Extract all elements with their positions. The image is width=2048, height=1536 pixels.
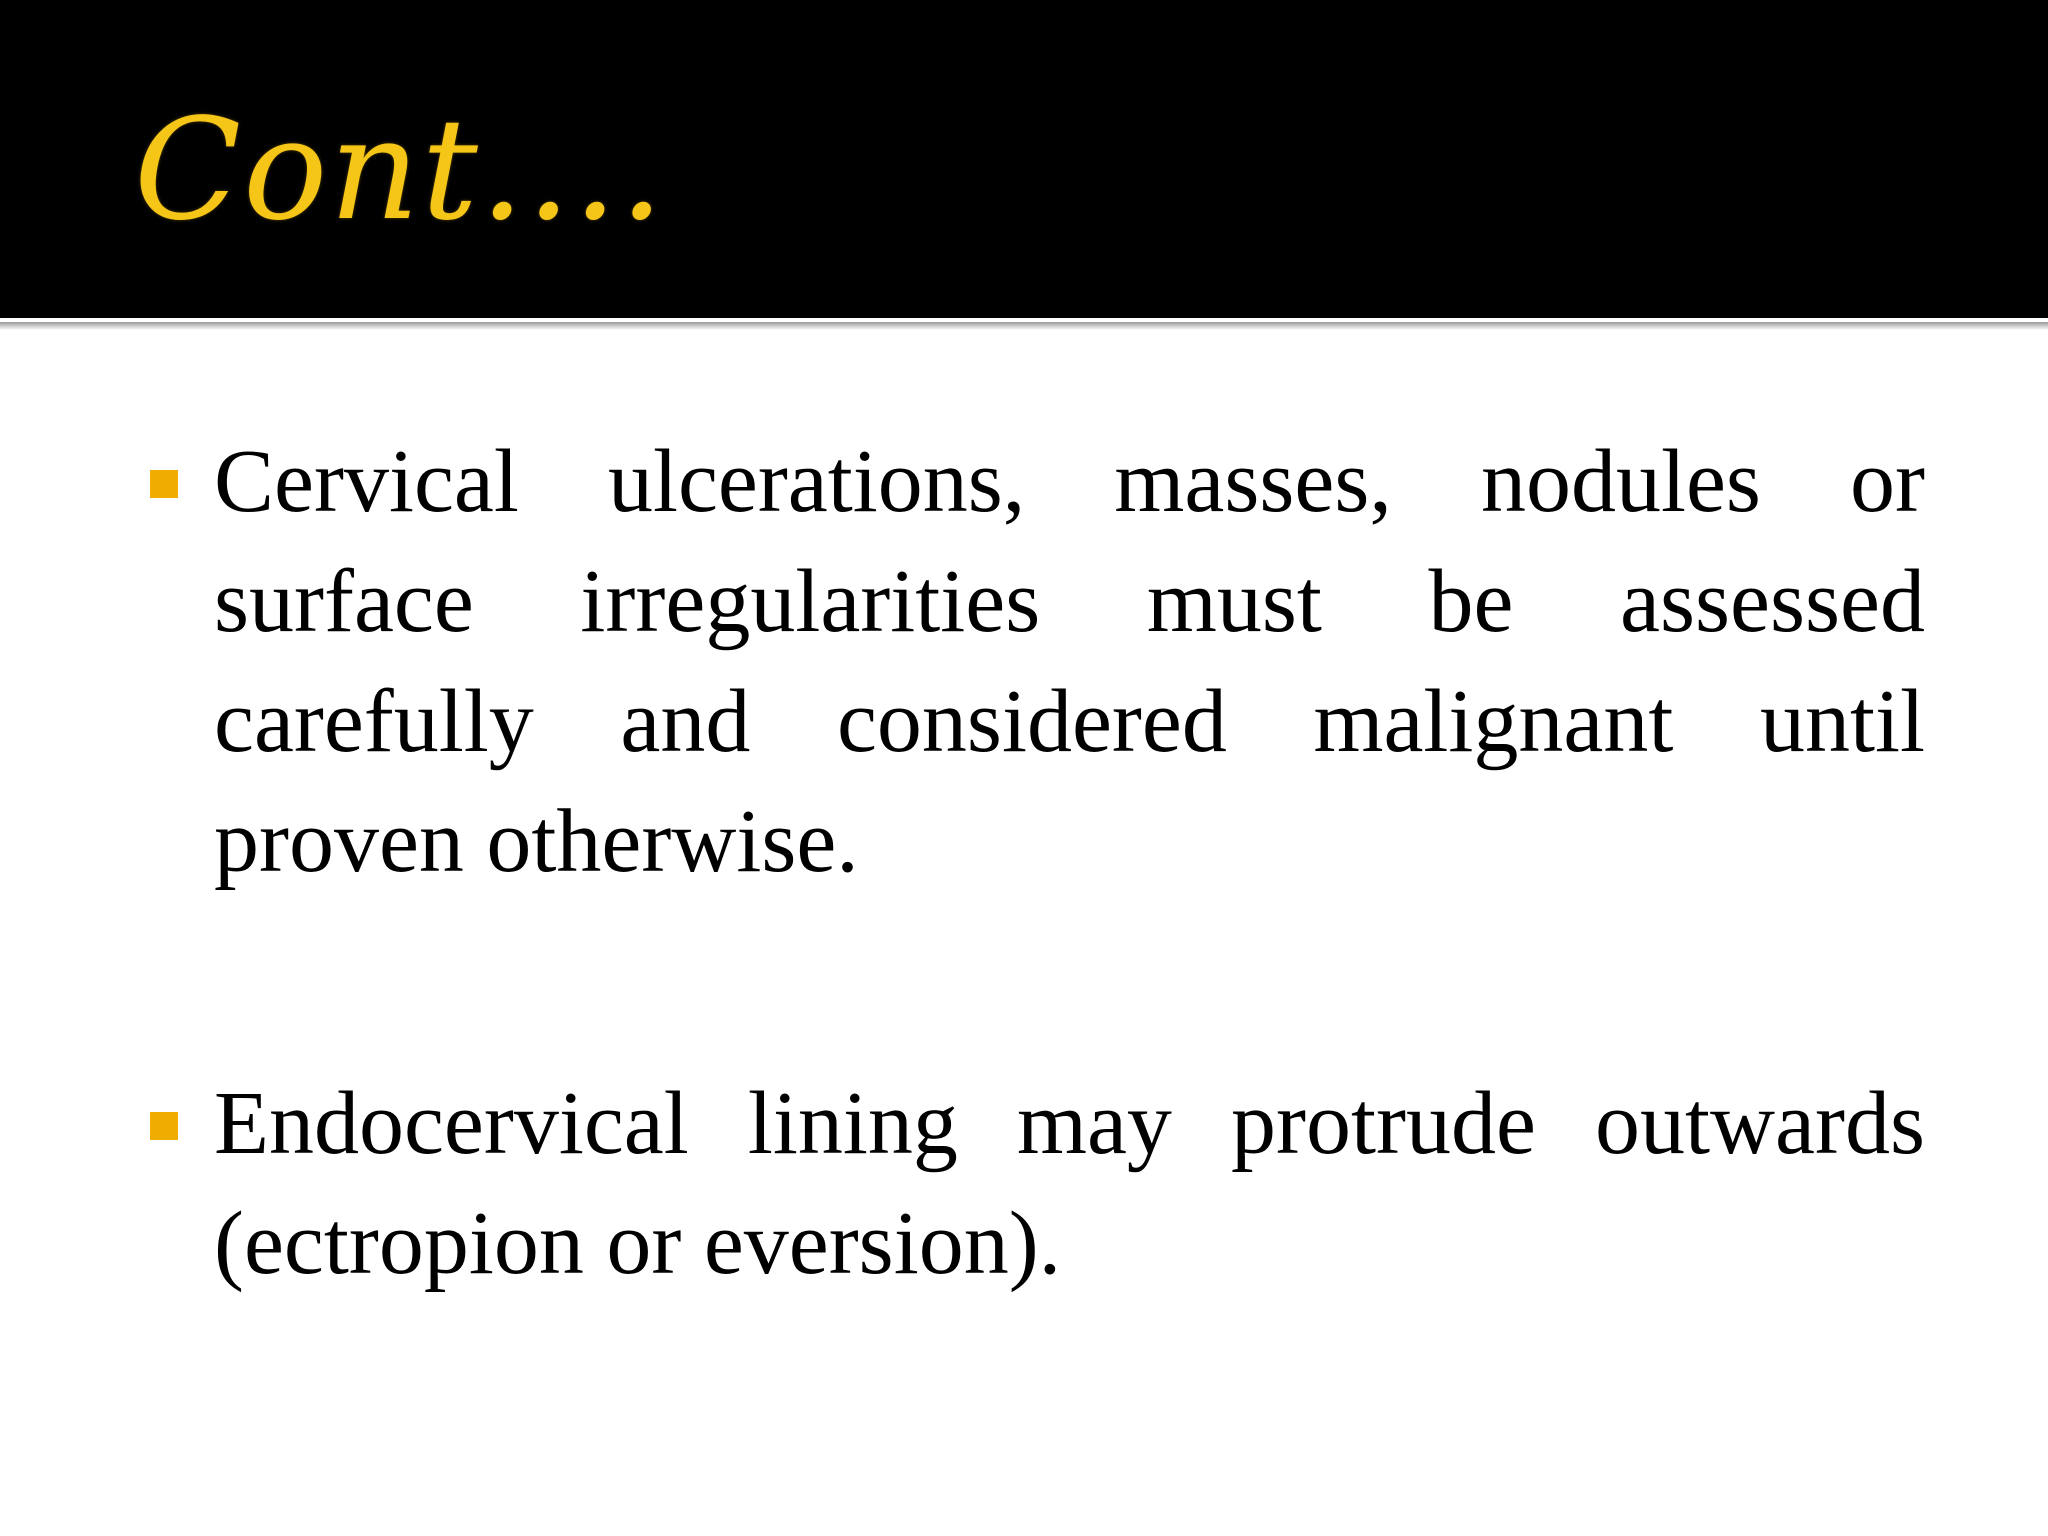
title-divider	[0, 322, 2048, 330]
bullet-text-2: Endocervical lining may protrude outwards (ectropion or eversion).	[214, 1074, 1925, 1293]
bullet-item-2	[140, 1064, 1925, 1304]
bullet-item-1	[140, 422, 1925, 902]
square-bullet-icon	[150, 470, 178, 498]
slide-title: Cont....	[134, 89, 666, 252]
title-bar	[0, 0, 2048, 318]
square-bullet-icon	[150, 1112, 178, 1140]
bullet-text-1: Cervical ulcerations, masses, nodules or surface irregularities must be assessed carefully and considered malignant until proven otherwise.	[214, 432, 1925, 891]
bullet-list	[140, 422, 1925, 1304]
